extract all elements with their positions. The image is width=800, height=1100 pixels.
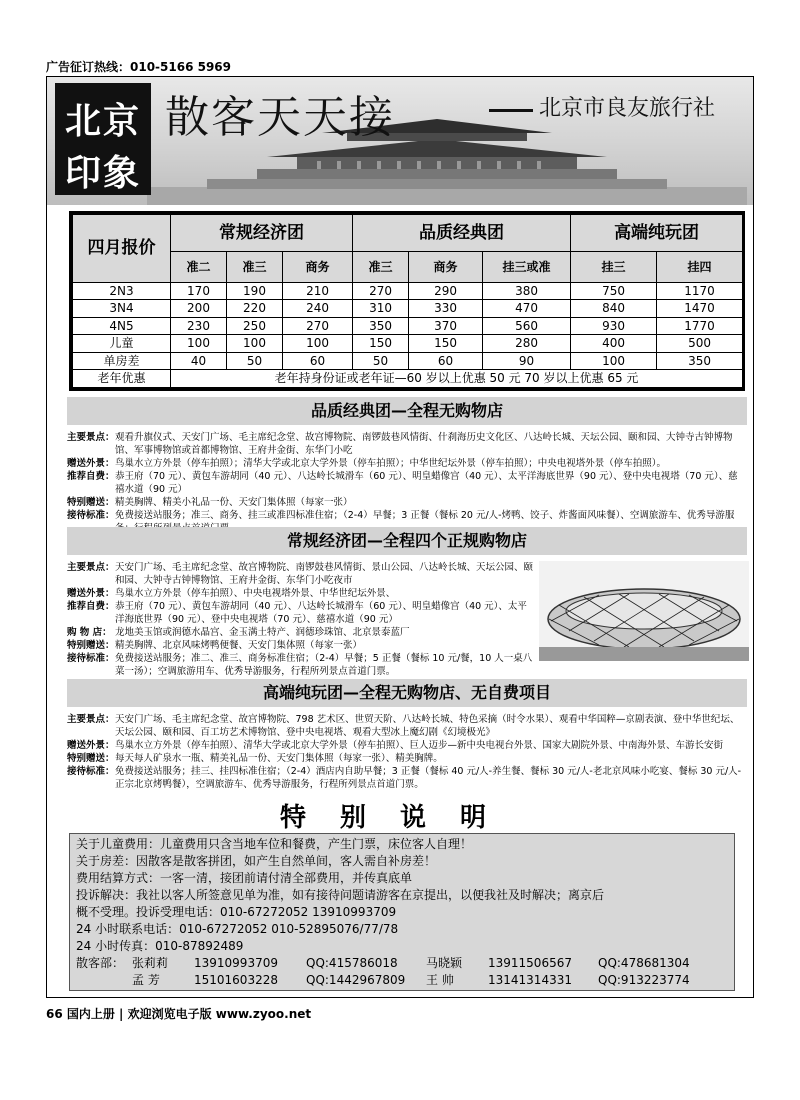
sub-header: 商务 xyxy=(283,252,353,283)
detail-row xyxy=(67,626,535,639)
contact-qq: QQ:1442967809 xyxy=(306,973,406,987)
premium-section-title: 高端纯玩团—全程无购物店、无自费项目 xyxy=(67,679,747,707)
sub-header: 准三 xyxy=(353,252,409,283)
price-cell: 210 xyxy=(283,282,353,300)
note-label: 投诉解决： xyxy=(76,888,137,902)
price-cell: 200 xyxy=(171,300,227,318)
price-cell: 230 xyxy=(171,317,227,335)
price-cell: 840 xyxy=(571,300,657,318)
agency-name: 北京市良友旅行社 xyxy=(539,96,716,121)
sub-header: 挂三或准 xyxy=(483,252,571,283)
sub-header: 挂三 xyxy=(571,252,657,283)
price-cell: 50 xyxy=(227,352,283,370)
row-label: 儿童 xyxy=(73,335,171,353)
note-line xyxy=(76,887,728,904)
price-cell: 190 xyxy=(227,282,283,300)
sub-header: 准二 xyxy=(171,252,227,283)
price-group-header xyxy=(73,215,743,252)
detail-text: 免费接送站服务；挂三、挂四标准住宿；（2-4）酒店内自助早餐；3 正餐（餐标 40 元/人-养生餐、餐标 30 元/人-老北京风味小吃宴、餐标 30 元/人-正宗北京烤鸭餐），空调旅游车、优秀导游服务，行程所列景点首道门票。 xyxy=(115,766,742,790)
detail-row xyxy=(67,431,743,457)
note-label: 关于房差： xyxy=(76,854,137,868)
contact-phone: 15101603228 xyxy=(194,973,278,987)
price-cell: 50 xyxy=(353,352,409,370)
detail-row xyxy=(67,713,743,739)
price-cell: 380 xyxy=(483,282,571,300)
ad-hotline: 广告征订热线：010-5166 5969 xyxy=(46,60,232,74)
price-cell: 560 xyxy=(483,317,571,335)
detail-text: 龙地美玉馆或润德水晶宫、金玉满土特产、润德珍珠馆、北京景泰蓝厂 xyxy=(115,627,410,638)
quality-details xyxy=(67,431,743,535)
row-label: 4N5 xyxy=(73,317,171,335)
contact-name: 王 帅 xyxy=(426,973,454,987)
contact-name: 张莉莉 xyxy=(132,956,169,970)
price-table-corner: 四月报价 xyxy=(73,215,171,283)
detail-label: 接待标准： xyxy=(67,510,115,521)
special-notes-box xyxy=(69,833,735,991)
group-premium: 高端纯玩团 xyxy=(571,215,743,252)
note-text: 儿童费用只含当地车位和餐费，产生门票，床位客人自理！ xyxy=(160,837,473,851)
note-line xyxy=(76,921,728,938)
banner-title: 散客天天接 xyxy=(165,92,395,143)
economy-section-title: 常规经济团—全程四个正规购物店 xyxy=(67,527,747,555)
price-cell: 270 xyxy=(283,317,353,335)
price-cell: 1170 xyxy=(657,282,743,300)
note-line xyxy=(76,904,728,921)
detail-row xyxy=(67,765,743,791)
detail-label: 赠送外景： xyxy=(67,740,115,751)
price-cell: 500 xyxy=(657,335,743,353)
row-label: 单房差 xyxy=(73,352,171,370)
note-text: 因散客是散客拼团，如产生自然单间，客人需自补房差！ xyxy=(136,854,437,868)
note-line xyxy=(76,938,728,955)
detail-label: 接待标准： xyxy=(67,653,115,664)
detail-text: 天安门广场、毛主席纪念堂、故宫博物院、798 艺术区、世贸天阶、八达岭长城、特色采摘（时令水果）、观看中华国粹—京剧表演、登中华世纪坛、天坛公园、颐和园、百工坊艺术博物馆、登中央电视塔、观看大型冰上魔幻剧《幻境极光》 xyxy=(115,714,740,738)
detail-label: 接待标准： xyxy=(67,766,115,777)
detail-label: 推荐自费： xyxy=(67,471,115,482)
price-cell: 370 xyxy=(409,317,483,335)
premium-details xyxy=(67,713,743,791)
price-cell: 90 xyxy=(483,352,571,370)
senior-discount-text: 老年持身份证或老年证—60 岁以上优惠 50 元 70 岁以上优惠 65 元 xyxy=(171,370,743,388)
table-row xyxy=(73,335,743,353)
contact-line xyxy=(76,955,728,972)
detail-row xyxy=(67,470,743,496)
group-quality: 品质经典团 xyxy=(353,215,571,252)
price-cell: 150 xyxy=(353,335,409,353)
detail-label: 主要景点： xyxy=(67,562,115,573)
sub-header: 商务 xyxy=(409,252,483,283)
detail-row xyxy=(67,587,535,600)
price-cell: 400 xyxy=(571,335,657,353)
note-label: 费用结算方式： xyxy=(76,871,161,885)
detail-label: 赠送外景： xyxy=(67,458,115,469)
detail-text: 鸟巢水立方外景（停车拍照）；清华大学或北京大学外景（停车拍照）；中华世纪坛外景（停车拍照）；中央电视塔外景（停车拍照）。 xyxy=(115,458,667,469)
contact-name: 孟 芳 xyxy=(132,973,160,987)
price-cell: 330 xyxy=(409,300,483,318)
price-cell: 40 xyxy=(171,352,227,370)
price-cell: 240 xyxy=(283,300,353,318)
detail-row xyxy=(67,457,743,470)
price-table-wrap xyxy=(69,211,745,391)
table-row xyxy=(73,352,743,370)
detail-label: 主要景点： xyxy=(67,714,115,725)
senior-discount-row xyxy=(73,370,743,388)
birds-nest-stadium-photo xyxy=(539,561,749,661)
contact-phone: 13141314331 xyxy=(488,973,572,987)
contact-phone: 13911506567 xyxy=(488,956,572,970)
price-cell: 60 xyxy=(283,352,353,370)
price-cell: 930 xyxy=(571,317,657,335)
note-text: 24 小时联系电话：010-67272052 010-52895076/77/78 xyxy=(76,922,399,936)
price-cell: 290 xyxy=(409,282,483,300)
contact-qq: QQ:415786018 xyxy=(306,956,398,970)
table-row xyxy=(73,317,743,335)
detail-label: 购 物 店： xyxy=(67,627,112,638)
contact-name: 马晓颖 xyxy=(426,956,463,970)
detail-row xyxy=(67,496,743,509)
price-cell: 750 xyxy=(571,282,657,300)
detail-text: 免费接送站服务；准二、准三、商务标准住宿；（2-4）早餐；5 正餐（餐标 10 元/餐，10 人一桌八菜一汤）；空调旅游用车、优秀导游服务，行程所列景点首道门票。 xyxy=(115,653,533,677)
detail-label: 特别赠送： xyxy=(67,497,115,508)
contact-qq: QQ:478681304 xyxy=(598,956,690,970)
price-cell: 310 xyxy=(353,300,409,318)
price-cell: 100 xyxy=(571,352,657,370)
detail-text: 恭王府（70 元）、黄包车游胡同（40 元）、八达岭长城滑车（60 元）、明皇蜡像宫（40 元）、太平洋海底世界（90 元）、登中央电视塔（70 元）、慈禧水道（90 元） xyxy=(115,601,527,625)
note-text: 一客一清，接团前请付清全部费用，并传真底单 xyxy=(160,871,413,885)
note-text: 概不受理。投诉受理电话：010-67272052 13910993709 xyxy=(76,905,397,919)
detail-text: 天安门广场、毛主席纪念堂、故宫博物院、南锣鼓巷风情街、景山公园、八达岭长城、天坛公园、颐和园、大钟寺古钟博物馆、王府井金街、东华门小吃夜市 xyxy=(115,562,534,586)
price-cell: 1770 xyxy=(657,317,743,335)
price-cell: 470 xyxy=(483,300,571,318)
row-label: 3N4 xyxy=(73,300,171,318)
quality-section-title: 品质经典团—全程无购物店 xyxy=(67,397,747,425)
detail-text: 鸟巢水立方外景（停车拍照）、清华大学或北京大学外景（停车拍照）、巨人迈步—新中央电视台外景、国家大剧院外景、中南海外景、车游长安街 xyxy=(115,740,724,751)
group-economy: 常规经济团 xyxy=(171,215,353,252)
detail-label: 赠送外景： xyxy=(67,588,115,599)
sub-header: 准三 xyxy=(227,252,283,283)
contact-prefix: 散客部： xyxy=(76,956,125,970)
detail-label: 特别赠送： xyxy=(67,753,115,764)
price-cell: 220 xyxy=(227,300,283,318)
detail-label: 特别赠送： xyxy=(67,640,115,651)
note-label: 关于儿童费用： xyxy=(76,837,161,851)
price-cell: 250 xyxy=(227,317,283,335)
detail-row xyxy=(67,639,535,652)
logo-line-1: 北京 xyxy=(64,101,141,142)
price-cell: 1470 xyxy=(657,300,743,318)
note-text: 24 小时传真：010-87892489 xyxy=(76,939,244,953)
detail-text: 免费接送站服务；准三、商务、挂三或准四标准住宿；（2-4）早餐；3 正餐（餐标 20 元/人-烤鸭、饺子、炸酱面风味餐）、空调旅游车、优秀导游服 xyxy=(115,510,735,521)
price-cell: 100 xyxy=(171,335,227,353)
contact-phone: 13910993709 xyxy=(194,956,278,970)
detail-text: 恭王府（70 元）、黄包车游胡同（40 元）、八达岭长城滑车（60 元）、明皇蜡像宫（40 元）、太平洋海底世界（90 元）、登中央电视塔（70 元）、慈禧水道（90 元） xyxy=(115,471,738,495)
detail-row xyxy=(67,752,743,765)
economy-details xyxy=(67,561,535,678)
price-cell: 280 xyxy=(483,335,571,353)
contact-prefix xyxy=(76,972,132,989)
detail-text: 每天每人矿泉水一瓶、精美礼品一份、天安门集体照（每家一张）、精美胸牌。 xyxy=(115,753,443,764)
price-cell: 60 xyxy=(409,352,483,370)
price-cell: 350 xyxy=(353,317,409,335)
contact-line xyxy=(76,972,728,989)
page-frame xyxy=(46,76,754,998)
detail-row xyxy=(67,561,535,587)
logo-line-2: 印象 xyxy=(64,153,141,194)
detail-text: 观看升旗仪式、天安门广场、毛主席纪念堂、故宫博物院、南锣鼓巷风情街、什刹海历史文化区、八达岭长城、天坛公园、颐和园、大钟寺古钟博物馆、军事博物馆或首都博物馆、王府井金街、东华门小吃 xyxy=(115,432,733,456)
contact-qq: QQ:913223774 xyxy=(598,973,690,987)
price-cell: 150 xyxy=(409,335,483,353)
price-cell: 350 xyxy=(657,352,743,370)
row-label: 2N3 xyxy=(73,282,171,300)
note-line xyxy=(76,853,728,870)
detail-text: 精美胸牌、精美小礼品一份、天安门集体照（每家一张） xyxy=(115,497,353,508)
banner xyxy=(47,77,753,205)
beijing-impression-logo xyxy=(55,83,151,195)
row-label: 老年优惠 xyxy=(73,370,171,388)
detail-text: 鸟巢水立方外景（停车拍照）、中央电视塔外景、中华世纪坛外景、 xyxy=(115,588,396,599)
price-table xyxy=(72,214,743,388)
banner-dash xyxy=(489,109,533,112)
page-footer: 66 国内上册 | 欢迎浏览电子版 www.zyoo.net xyxy=(46,1007,312,1021)
special-notes-title: 特别说明 xyxy=(279,803,520,833)
detail-label: 推荐自费： xyxy=(67,601,115,612)
detail-row xyxy=(67,652,535,678)
table-row xyxy=(73,300,743,318)
note-text: 我社以客人所签意见单为准，如有接待问题请游客在京提出，以便我社及时解决；离京后 xyxy=(136,888,605,902)
detail-row xyxy=(67,739,743,752)
sub-header: 挂四 xyxy=(657,252,743,283)
price-cell: 270 xyxy=(353,282,409,300)
price-cell: 170 xyxy=(171,282,227,300)
price-sub-header xyxy=(73,252,743,283)
price-cell: 100 xyxy=(283,335,353,353)
note-line xyxy=(76,870,728,887)
note-line xyxy=(76,836,728,853)
detail-label: 主要景点： xyxy=(67,432,115,443)
table-row xyxy=(73,282,743,300)
detail-row xyxy=(67,600,535,626)
price-cell: 100 xyxy=(227,335,283,353)
detail-text: 精美胸牌、北京风味烤鸭便餐、天安门集体照（每家一张） xyxy=(115,640,363,651)
